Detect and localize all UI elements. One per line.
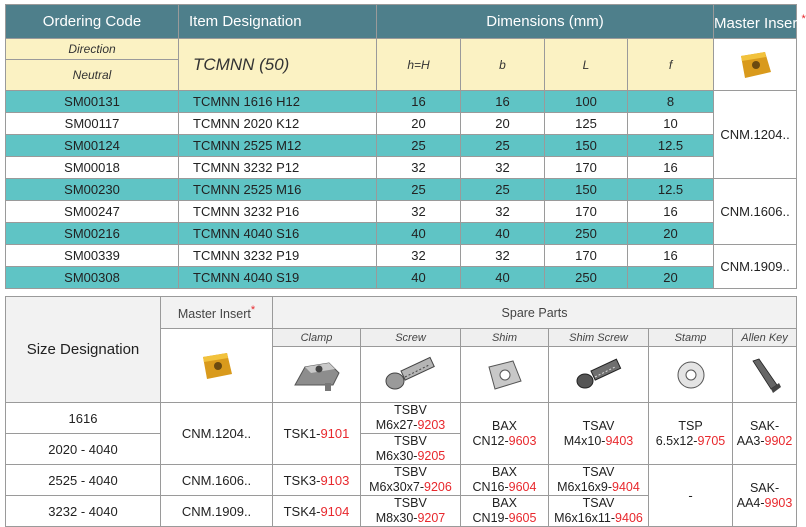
item-designation-header: Item Designation xyxy=(179,5,377,39)
table-row xyxy=(6,223,797,245)
dim-L: 170 xyxy=(545,245,628,267)
direction-label: Direction xyxy=(6,39,179,60)
screw-code: TSBV M6x27-9203 xyxy=(361,403,461,434)
dim-h: 20 xyxy=(377,113,461,135)
master-insert-header: Master Insert* xyxy=(161,297,273,329)
col-L: L xyxy=(545,39,628,91)
dim-L: 250 xyxy=(545,223,628,245)
shim-image xyxy=(461,347,549,403)
ordering-code: SM00339 xyxy=(6,245,179,267)
shim-code: BAX CN19-9605 xyxy=(461,496,549,527)
stamp-code: TSP 6.5x12-9705 xyxy=(649,403,733,465)
screw-image xyxy=(361,347,461,403)
screw-code: TSBV M6x30-9205 xyxy=(361,434,461,465)
master-insert: CNM.1909.. xyxy=(714,245,797,289)
screw-code: TSBV M8x30-9207 xyxy=(361,496,461,527)
dim-h: 25 xyxy=(377,179,461,201)
dim-L: 170 xyxy=(545,201,628,223)
dim-b: 20 xyxy=(461,113,545,135)
insert-image xyxy=(161,329,273,403)
dim-h: 32 xyxy=(377,201,461,223)
item-designation: TCMNN 3232 P16 xyxy=(179,201,377,223)
item-designation: TCMNN 3232 P12 xyxy=(179,157,377,179)
dim-h: 40 xyxy=(377,267,461,289)
item-designation: TCMNN 2020 K12 xyxy=(179,113,377,135)
col-stamp: Stamp xyxy=(649,329,733,347)
master-insert-header: Master Insert* xyxy=(714,5,797,39)
dim-f: 20 xyxy=(628,267,714,289)
dim-L: 150 xyxy=(545,135,628,157)
ordering-code-header: Ordering Code xyxy=(6,5,179,39)
col-screw: Screw xyxy=(361,329,461,347)
size-designation: 2020 - 4040 xyxy=(6,434,161,465)
col-clamp: Clamp xyxy=(273,329,361,347)
dim-b: 40 xyxy=(461,223,545,245)
dim-f: 20 xyxy=(628,223,714,245)
dim-f: 16 xyxy=(628,157,714,179)
spare-parts-table xyxy=(5,296,797,527)
holder-family: TCMNN (50) xyxy=(179,39,377,91)
col-shim-screw: Shim Screw xyxy=(549,329,649,347)
ordering-code: SM00247 xyxy=(6,201,179,223)
ordering-code: SM00308 xyxy=(6,267,179,289)
neutral-label: Neutral xyxy=(6,60,179,91)
dim-f: 10 xyxy=(628,113,714,135)
shim-screw-code: TSAV M4x10-9403 xyxy=(549,403,649,465)
stamp-code-empty: - xyxy=(649,465,733,527)
screw-icon xyxy=(381,355,441,395)
dim-b: 25 xyxy=(461,135,545,157)
dim-L: 100 xyxy=(545,91,628,113)
clamp-code: TSK1-9101 xyxy=(273,403,361,465)
table-row xyxy=(6,403,797,434)
dim-b: 25 xyxy=(461,179,545,201)
dim-h: 32 xyxy=(377,245,461,267)
dim-f: 8 xyxy=(628,91,714,113)
ordering-code: SM00117 xyxy=(6,113,179,135)
dim-h: 32 xyxy=(377,157,461,179)
shim-code: BAX CN16-9604 xyxy=(461,465,549,496)
size-designation-header: Size Designation xyxy=(6,297,161,403)
master-insert: CNM.1606.. xyxy=(161,465,273,496)
dim-L: 150 xyxy=(545,179,628,201)
allen-key-code: SAK- AA4-9903 xyxy=(733,465,797,527)
table-row xyxy=(6,113,797,135)
table-row xyxy=(6,465,797,496)
allen-key-icon xyxy=(745,355,785,395)
col-h: h=H xyxy=(377,39,461,91)
allen-key-image xyxy=(733,347,797,403)
dim-L: 250 xyxy=(545,267,628,289)
item-designation: TCMNN 4040 S19 xyxy=(179,267,377,289)
ordering-code: SM00131 xyxy=(6,91,179,113)
stamp-icon xyxy=(671,355,711,395)
dim-b: 40 xyxy=(461,267,545,289)
table-row xyxy=(6,135,797,157)
table-row xyxy=(6,245,797,267)
dim-f: 12.5 xyxy=(628,135,714,157)
table-row xyxy=(6,157,797,179)
holder-dimensions-table xyxy=(5,4,806,289)
col-b: b xyxy=(461,39,545,91)
shim-code: BAX CN12-9603 xyxy=(461,403,549,465)
dim-L: 170 xyxy=(545,157,628,179)
item-designation: TCMNN 2525 M12 xyxy=(179,135,377,157)
clamp-code: TSK3-9103 xyxy=(273,465,361,496)
shim-screw-code: TSAV M6x16x9-9404 xyxy=(549,465,649,496)
dim-b: 16 xyxy=(461,91,545,113)
col-shim: Shim xyxy=(461,329,549,347)
col-allen-key: Allen Key xyxy=(733,329,797,347)
allen-key-code: SAK- AA3-9902 xyxy=(733,403,797,465)
dim-b: 32 xyxy=(461,201,545,223)
ordering-code: SM00216 xyxy=(6,223,179,245)
master-insert: CNM.1204.. xyxy=(161,403,273,465)
ordering-code: SM00018 xyxy=(6,157,179,179)
dim-b: 32 xyxy=(461,245,545,267)
size-designation: 1616 xyxy=(6,403,161,434)
item-designation: TCMNN 3232 P19 xyxy=(179,245,377,267)
shim-screw-image xyxy=(549,347,649,403)
table-row xyxy=(6,91,797,113)
clamp-image xyxy=(273,347,361,403)
insert-icon xyxy=(197,348,237,384)
insert-icon xyxy=(735,48,775,82)
stamp-image xyxy=(649,347,733,403)
dim-f: 12.5 xyxy=(628,179,714,201)
dimensions-header: Dimensions (mm) xyxy=(377,5,714,39)
dim-h: 25 xyxy=(377,135,461,157)
dim-b: 32 xyxy=(461,157,545,179)
master-insert: CNM.1606.. xyxy=(714,179,797,245)
dim-h: 16 xyxy=(377,91,461,113)
item-designation: TCMNN 1616 H12 xyxy=(179,91,377,113)
shim-icon xyxy=(483,355,527,395)
screw-code: TSBV M6x30x7-9206 xyxy=(361,465,461,496)
shim-screw-code: TSAV M6x16x11-9406 xyxy=(549,496,649,527)
table-row xyxy=(6,201,797,223)
master-insert: CNM.1909.. xyxy=(161,496,273,527)
size-designation: 3232 - 4040 xyxy=(6,496,161,527)
shim-screw-icon xyxy=(569,355,629,395)
table-row xyxy=(6,179,797,201)
ordering-code: SM00124 xyxy=(6,135,179,157)
clamp-code: TSK4-9104 xyxy=(273,496,361,527)
master-insert: CNM.1204.. xyxy=(714,91,797,179)
dim-f: 16 xyxy=(628,245,714,267)
size-designation: 2525 - 4040 xyxy=(6,465,161,496)
table-row xyxy=(6,267,797,289)
spare-parts-header: Spare Parts xyxy=(273,297,797,329)
insert-image xyxy=(714,39,797,91)
item-designation: TCMNN 4040 S16 xyxy=(179,223,377,245)
item-designation: TCMNN 2525 M16 xyxy=(179,179,377,201)
dim-h: 40 xyxy=(377,223,461,245)
dim-f: 16 xyxy=(628,201,714,223)
clamp-icon xyxy=(289,355,345,395)
col-f: f xyxy=(628,39,714,91)
ordering-code: SM00230 xyxy=(6,179,179,201)
dim-L: 125 xyxy=(545,113,628,135)
